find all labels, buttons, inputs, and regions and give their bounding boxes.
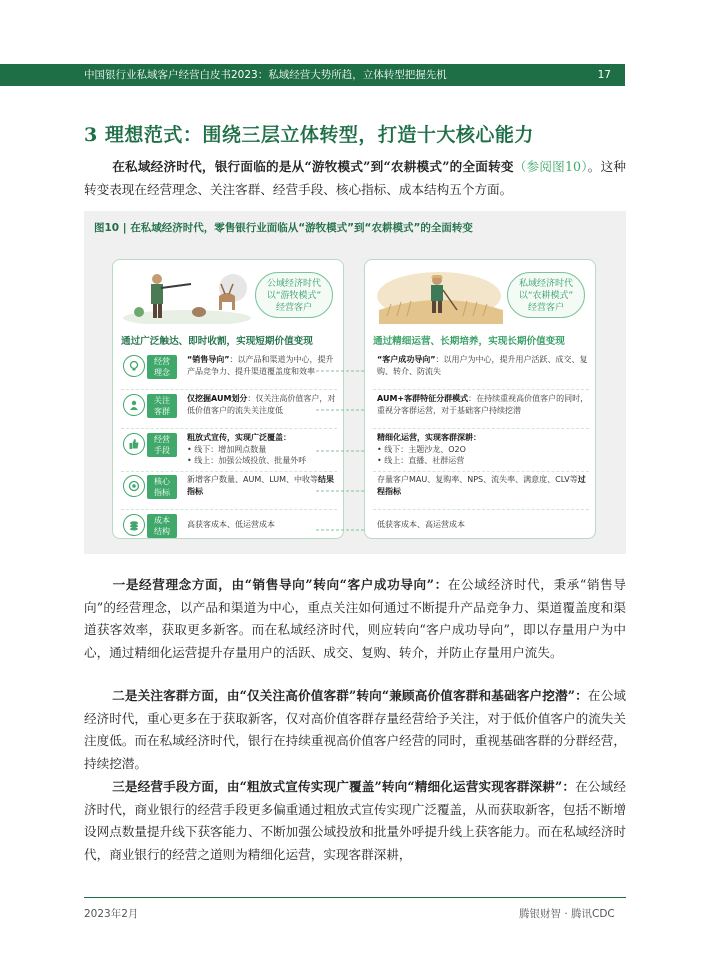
row-bold: 过程指标 — [377, 475, 586, 496]
row-bullet: 线下：主题沙龙、O2O — [384, 444, 466, 454]
row-connector — [316, 404, 364, 416]
running-header — [0, 64, 625, 86]
bubble-line: 以“游牧模式” — [266, 291, 322, 301]
private-era-bubble — [507, 272, 585, 318]
row-desc: 高获客成本、低运营成本 — [187, 520, 275, 529]
row-target-customers-left — [121, 391, 337, 423]
row-connector — [316, 524, 364, 536]
footer-rule — [84, 897, 626, 898]
bubble-line: 私域经济时代 — [518, 279, 573, 289]
row-text — [377, 393, 593, 416]
paragraph-lead: 三是经营手段方面，由“粗放式宣传实现广覆盖”转向“精细化运营实现客群深耕”： — [112, 779, 576, 794]
row-divider — [373, 509, 589, 510]
private-subtitle: 通过精细运营、长期培养，实现长期价值变现 — [373, 336, 565, 347]
category-tab — [117, 391, 181, 421]
intro-bold: 在私域经济时代，银行面临的是从“游牧模式”到“农耕模式”的全面转变 — [112, 159, 514, 174]
section-title: 3 理想范式：围绕三层立体转型，打造十大核心能力 — [84, 124, 534, 146]
row-bullet: 线下：增加网点数量 — [194, 444, 267, 454]
row-desc: ：以用户为中心，提升用户活跃、成交、复购、转介、防流失 — [377, 355, 588, 376]
row-methods-left — [121, 430, 337, 466]
intro-text: 。这种转变表现在经营理念、关注客群、经营手段、核心指标、成本结构五个方面。 — [84, 159, 626, 197]
row-desc: 存量客户MAU、复购率、NPS、流失率、满意度、CLV等 — [377, 475, 578, 484]
category-label: 经营 理念 — [147, 355, 177, 379]
header-title: 中国银行业私域客户经营白皮书2023：私域经营大势所趋，立体转型把握先机 — [84, 69, 447, 81]
row-text — [377, 519, 593, 531]
row-desc: 新增客户数量、AUM、LUM、中收等 — [187, 475, 319, 484]
row-divider — [121, 389, 337, 390]
row-core-metrics-right — [373, 472, 589, 504]
row-business-philosophy-right — [373, 352, 589, 384]
people-icon — [123, 394, 145, 416]
row-text — [377, 474, 593, 497]
row-bold: “客户成功导向” — [377, 355, 436, 364]
row-divider — [373, 428, 589, 429]
private-domain-panel — [364, 259, 596, 539]
figure-title: 图10 | 在私域经济时代，零售银行业面临从“游牧模式”到“农耕模式”的全面转变 — [94, 222, 473, 234]
row-desc: ：仅关注高价值客户，对低价值客户的流失关注度低 — [187, 394, 336, 415]
row-core-metrics-left — [121, 472, 337, 504]
row-desc: 低获客成本、高运营成本 — [377, 520, 465, 529]
figure-10 — [84, 211, 626, 554]
category-tab — [117, 430, 181, 460]
figure-reference-link[interactable]: （参阅图10） — [513, 159, 588, 174]
public-subtitle: 通过广泛触达、即时收割，实现短期价值变现 — [121, 336, 313, 347]
row-bold: 精细化运营，实现客群深耕： — [377, 433, 481, 442]
row-text — [377, 354, 593, 377]
row-bold: 仅挖掘AUM划分 — [187, 394, 248, 403]
bubble-line: 经营客户 — [275, 303, 312, 313]
row-desc: ：在持续重视高价值客户的同时，重视分客群运营，对于基础客户持续挖潜 — [377, 394, 589, 415]
row-text: 精细化运营，实现客群深耕： • 线下：主题沙龙、O2O • 线上：直播、社群运营 — [377, 433, 481, 465]
row-bold: 粗放式宣传，实现广泛覆盖： — [187, 433, 291, 442]
bubble-line: 公域经济时代 — [266, 279, 321, 289]
row-cost-structure-right — [373, 511, 589, 539]
paragraph-text: 在公域经济时代，秉承“销售导向”的经营理念，以产品和渠道为中心，重点关注如何通过不断提升产品竞争力、渠道覆盖度和渠道获客效率，获取更多新客。而在私域经济时代，则应转向“客户成功导向”，即以存量用户为中心，通过精细化运营提升存量用户的活跃、成交、复购、转介，并防止存量用户流失。 — [84, 577, 626, 660]
row-business-philosophy-left — [121, 352, 337, 384]
paragraph-3 — [84, 776, 626, 866]
row-connector — [316, 365, 364, 377]
row-bullet: 线上：直播、社群运营 — [384, 456, 465, 465]
page-number: 17 — [597, 69, 611, 81]
row-divider — [121, 428, 337, 429]
hunter-illustration — [121, 266, 253, 324]
category-label: 核心 指标 — [147, 475, 177, 499]
row-desc: ：以产品和渠道为中心，提升产品竞争力、提升渠道覆盖度和效率 — [187, 355, 334, 376]
paragraph-text: 在公域经济时代，重心更多在于获取新客，仅对高价值客群存量经营给予关注，对于低价值客户的流失关注度低。而在私域经济时代，银行在持续重视高价值客户经营的同时，重视基础客群的分群经营，持续挖潜。 — [84, 688, 626, 771]
footer-date: 2023年2月 — [84, 908, 139, 920]
row-cost-structure-left — [121, 511, 337, 539]
row-divider — [373, 389, 589, 390]
row-divider — [121, 509, 337, 510]
category-tab — [117, 472, 181, 502]
category-tab — [117, 511, 181, 539]
bubble-line: 以“农耕模式” — [518, 291, 574, 301]
public-era-bubble — [255, 272, 333, 318]
row-connector — [316, 445, 364, 457]
bulb-icon — [123, 355, 145, 377]
row-text: 粗放式宣传，实现广泛覆盖： • 线下：增加网点数量 • 线上：加强公域投放、批量外呼 — [187, 433, 307, 465]
paragraph-lead: 二是关注客群方面，由“仅关注高价值客群”转向“兼顾高价值客群和基础客户挖潜”： — [112, 688, 588, 703]
row-target-customers-right — [373, 391, 589, 423]
thumbs-up-icon — [123, 433, 145, 455]
category-label: 成本 结构 — [147, 514, 177, 538]
category-label: 经营 手段 — [147, 433, 177, 457]
row-bullet: 线上：加强公域投放、批量外呼 — [194, 456, 307, 465]
category-tab — [117, 352, 181, 382]
target-icon — [123, 475, 145, 497]
category-label: 关注 客群 — [147, 394, 177, 418]
bubble-line: 经营客户 — [527, 303, 564, 313]
public-domain-panel — [112, 259, 344, 539]
intro-paragraph — [84, 156, 626, 201]
row-connector — [316, 485, 364, 497]
paragraph-1 — [84, 574, 626, 664]
paragraph-text: 在公域经济时代，商业银行的经营手段更多偏重通过粗放式宣传实现广泛覆盖，从而获取新客，包括不断增设网点数量提升线下获客能力、不断加强公域投放和批量外呼提升线上获客能力。而在私域经济时代，商业银行的经营之道则为精细化运营，实现客群深耕， — [84, 779, 626, 862]
footer-source: 腾银财智 · 腾讯CDC — [519, 908, 615, 920]
row-bold: AUM+客群特征分群模式 — [377, 394, 469, 403]
row-bold: 结果指标 — [187, 475, 335, 496]
paragraph-2 — [84, 685, 626, 775]
row-bold: “销售导向” — [187, 355, 230, 364]
coins-icon — [123, 514, 145, 536]
farmer-illustration — [373, 266, 505, 324]
row-methods-right — [373, 430, 589, 466]
paragraph-lead: 一是经营理念方面，由“销售导向”转向“客户成功导向”： — [112, 577, 448, 592]
